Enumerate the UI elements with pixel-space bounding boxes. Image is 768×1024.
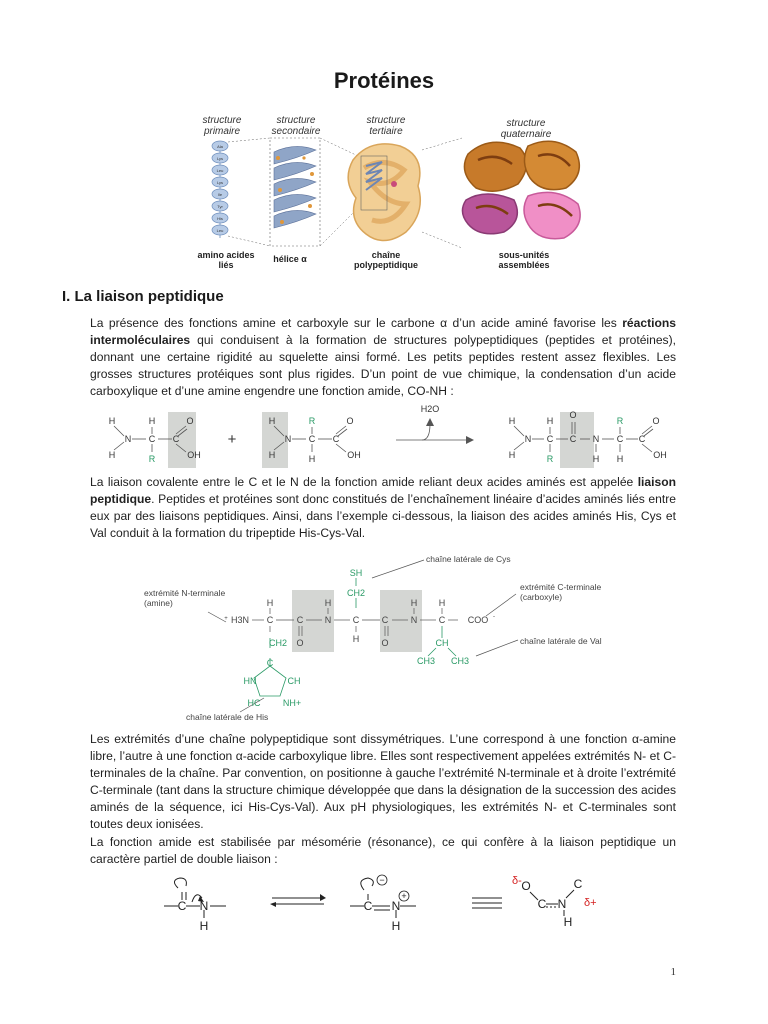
- caption-helix: hélice α: [273, 254, 307, 264]
- tripeptide-figure: [144, 548, 624, 724]
- svg-text:H: H: [391, 919, 401, 933]
- bead-label: Ala: [217, 144, 223, 149]
- caption-subunits-2: assemblées: [498, 260, 550, 270]
- bead-label: His: [217, 216, 223, 221]
- caption-subunits-1: sous-unités: [498, 250, 550, 260]
- svg-text:C: C: [352, 615, 360, 625]
- svg-text:C: C: [546, 434, 554, 444]
- plus-sign: +: [227, 431, 237, 448]
- svg-text:H: H: [508, 416, 516, 426]
- svg-text:H: H: [546, 416, 554, 426]
- caption-chain-1: chaîne: [371, 250, 401, 260]
- svg-text:C: C: [177, 899, 187, 913]
- tertiary-structure-drawing: [348, 144, 420, 241]
- bead-label: Leu: [216, 168, 224, 173]
- svg-text:CH: CH: [287, 676, 301, 686]
- svg-text:H: H: [352, 634, 360, 644]
- svg-text:OH: OH: [653, 450, 667, 460]
- val-ch: CH: [435, 638, 449, 648]
- svg-text:R: R: [148, 454, 156, 464]
- svg-text:H: H: [268, 450, 276, 460]
- svg-text:R: R: [546, 454, 554, 464]
- svg-text:C: C: [573, 877, 583, 891]
- svg-text:C: C: [148, 434, 156, 444]
- svg-text:OH: OH: [187, 450, 201, 460]
- para-bold: liaison peptidique: [90, 475, 676, 507]
- svg-text:O: O: [521, 879, 531, 893]
- bead-label: Lys: [216, 180, 224, 185]
- page-number: 1: [670, 966, 676, 978]
- val-ch3-left: CH3: [416, 656, 436, 666]
- label-secondary-1: structure: [276, 115, 316, 126]
- svg-text:O: O: [569, 410, 577, 420]
- svg-text:C: C: [332, 434, 340, 444]
- label-quaternary-2: quaternaire: [500, 129, 552, 140]
- svg-text:H: H: [324, 598, 332, 608]
- bead-label: Lys: [216, 156, 224, 161]
- caption-chain-2: polypeptidique: [354, 260, 418, 270]
- para-bold: réactions intermoléculaires: [90, 316, 676, 348]
- svg-text:N: N: [524, 434, 532, 444]
- para-text: La liaison covalente entre le C et le N de la fonction amide reliant deux acides aminés est appelée: [90, 475, 638, 489]
- svg-text:N: N: [199, 899, 209, 913]
- svg-text:R: R: [308, 416, 316, 426]
- svg-text:O: O: [186, 416, 194, 426]
- svg-text:C: C: [537, 897, 547, 911]
- svg-text:+: +: [224, 616, 228, 622]
- svg-text:O: O: [296, 638, 304, 648]
- caption-amino-2: liés: [218, 260, 234, 270]
- paragraph-resonance: La fonction amide est stabilisée par mésomérie (résonance), ce qui confère à la liaison peptidique un caractère partiel de double liaison :: [90, 835, 676, 867]
- svg-text:N: N: [410, 615, 418, 625]
- carboxylate-group: COO: [467, 615, 489, 625]
- cys-side-label: chaîne latérale de Cys: [426, 554, 511, 564]
- svg-text:-: -: [493, 614, 495, 620]
- svg-text:H: H: [616, 454, 624, 464]
- delta-minus: δ-: [512, 875, 522, 887]
- label-secondary-2: secondaire: [271, 126, 321, 137]
- resonance-figure: [160, 872, 620, 936]
- svg-text:C: C: [638, 434, 646, 444]
- svg-text:O: O: [652, 416, 660, 426]
- label-quaternary-1: structure: [506, 118, 546, 129]
- delta-plus: δ+: [584, 897, 597, 909]
- para-text: qui conduisent à la formation de structures polypeptidiques (peptides et protéines), donnant une certaine rigidité au squelette ainsi formé. Les petits peptides restent assez flexibles. Les grosses structures protéiques sont plus rigides. D’un point de vue chimique, la condensation d’un acide carboxylique et d’une amine engendre une fonction amide, CO-NH :: [90, 333, 676, 399]
- svg-text:+: +: [401, 891, 407, 901]
- svg-text:O: O: [381, 638, 389, 648]
- paragraph-extremities: Les extrémités d’une chaîne polypeptidique sont dissymétriques. L’une correspond à une fonction α-amine libre, l’autre à une fonction α-acide carboxylique libre. Elles sont respectivement appelées extrémités N- et C-terminales de la chaîne. Par convention, on positionne à gauche l’extrémité N-terminale et à droite l’extrémité C-terminale (tant dans la structure chimique développée que dans la désignation de la succession des acides aminés de la séquence, ici His-Cys-Val). Aux pH physiologiques, les extrémités N- et C-terminales sont toutes deux ionisées.: [90, 732, 676, 832]
- svg-text:H: H: [308, 454, 316, 464]
- svg-text:N: N: [592, 434, 600, 444]
- svg-text:C: C: [569, 434, 577, 444]
- n-terminus-group: H3N: [230, 615, 250, 625]
- page-title: Protéines: [333, 68, 435, 93]
- svg-text:C: C: [616, 434, 624, 444]
- bead-label: Tyr: [217, 204, 223, 209]
- bead-label: Ile: [217, 192, 223, 197]
- cys-sh: SH: [349, 568, 363, 578]
- svg-text:H: H: [592, 454, 600, 464]
- svg-text:R: R: [616, 416, 624, 426]
- svg-text:O: O: [346, 416, 354, 426]
- condensation-reaction-figure: [90, 400, 670, 472]
- svg-text:H: H: [108, 416, 116, 426]
- label-tertiary-1: structure: [366, 115, 406, 126]
- his-nh-plus: NH+: [282, 698, 302, 708]
- svg-text:H: H: [563, 915, 573, 929]
- label-primary-1: structure: [202, 115, 242, 126]
- svg-text:H: H: [508, 450, 516, 460]
- svg-text:−: −: [379, 875, 385, 885]
- label-tertiary-2: tertiaire: [369, 126, 403, 137]
- n-terminal-label: extrémité N-terminale: [144, 588, 226, 598]
- para-text: . Peptides et protéines sont donc constitués de l’enchaînement linéaire d’acides aminés liés entre eux par des liaisons peptidiques. Ainsi, dans l’exemple ci-dessous, la liaison des acides aminés His, Cys et Val conduit à la formation du tripeptide His-Cys-Val.: [90, 492, 676, 541]
- svg-text:C: C: [308, 434, 316, 444]
- c-terminal-label: extrémité C-terminale: [520, 582, 602, 592]
- svg-text:C: C: [296, 615, 304, 625]
- val-ch3-right: CH3: [450, 656, 470, 666]
- quaternary-structure-drawing: [462, 141, 580, 239]
- svg-text:OH: OH: [347, 450, 361, 460]
- val-side-label: chaîne latérale de Val: [520, 636, 602, 646]
- his-ch2: CH2: [268, 638, 288, 648]
- svg-text:N: N: [324, 615, 332, 625]
- svg-text:H: H: [438, 598, 446, 608]
- water-label: H2O: [420, 404, 440, 414]
- svg-text:C: C: [363, 899, 373, 913]
- svg-text:H: H: [148, 416, 156, 426]
- svg-text:C: C: [266, 658, 274, 668]
- section-heading: I. La liaison peptidique: [62, 288, 224, 305]
- alpha-helix-drawing: [274, 146, 316, 228]
- para-text: La présence des fonctions amine et carboxyle sur le carbone α d’un acide aminé favorise les: [90, 316, 623, 330]
- svg-text:H: H: [410, 598, 418, 608]
- bead-label: Leu: [216, 228, 224, 233]
- paragraph-intro: [90, 315, 676, 400]
- svg-text:N: N: [284, 434, 292, 444]
- svg-text:H: H: [266, 598, 274, 608]
- his-side-label: chaîne latérale de His: [186, 712, 269, 722]
- svg-text:H: H: [199, 919, 209, 933]
- protein-structure-figure: [178, 108, 594, 274]
- cys-ch2: CH2: [346, 588, 366, 598]
- svg-text:C: C: [172, 434, 180, 444]
- c-terminal-sublabel: (carboxyle): [520, 592, 563, 602]
- svg-text:H: H: [268, 416, 276, 426]
- svg-text:C: C: [438, 615, 446, 625]
- his-hn: HN: [243, 676, 257, 686]
- svg-text:N: N: [391, 899, 401, 913]
- svg-text:N: N: [124, 434, 132, 444]
- svg-text:H: H: [108, 450, 116, 460]
- svg-text:C: C: [381, 615, 389, 625]
- label-primary-2: primaire: [203, 126, 241, 137]
- caption-amino-1: amino acides: [197, 250, 255, 260]
- n-terminal-sublabel: (amine): [144, 598, 173, 608]
- paragraph-peptide-bond: [90, 474, 676, 542]
- his-hc: HC: [247, 698, 261, 708]
- svg-text:N: N: [557, 897, 567, 911]
- svg-text:C: C: [266, 615, 274, 625]
